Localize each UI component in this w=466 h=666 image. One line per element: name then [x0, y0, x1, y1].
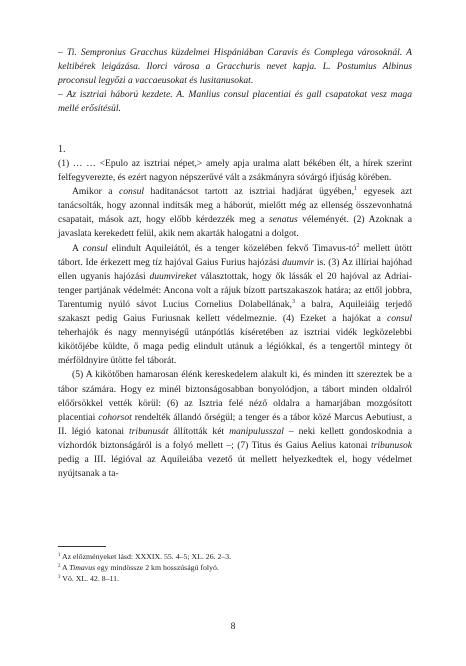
- summary-line-2: – Az isztriai háború kezdete. A. Manlius consul placentiai és gall csapatokat vesz maga mellé erősítésül.: [58, 89, 412, 115]
- paragraph-3: A consul elindult Aquileiától, és a tenger közelében fekvő Timavus-$tó^2$ mellett ütött tábort. Ide érkezett meg tíz hajóval Gaius Furius hajózási duumvir is. (3) Az illíriai hajóhad ellen ugyanis hajózási duumvireket választottak, hogy ők lássák el 20 hajóval az Adriai-tenger partjának védelmét: Ancona volt a rájuk bízott partszakaszok határa; az ettől jobbra, Tarentumig nyúló sávot Lucius Cornelius Dolabellának,$^3$ a balra, Aquileiáig terjedő szakaszt pedig Gaius Furiusnak kellett védelmeznie. (4) Ezeket a hajókat a consul teherhajók és nagy mennyiségű utánpótlás kíséretében az isztriai vidék legközelebbi kikötőjébe küldte, ő maga pedig elindult utánuk a légiókkal, és a tengertől mintegy öt mérföldnyire ütötte fel táborát.: [58, 242, 412, 367]
- paragraph-4: (5) A kikötőben hamarosan élénk kereskedelem alakult ki, és minden itt szereztek be a tábor számára. Hogy ez minél biztonságosabban bonyolódjon, a tábort minden oldalról előőrsökkel vették körül: (6) az Isztria felé néző oldalra a hamarjában mozgósított placentiai cohorsot rendelték állandó őrségül; a tenger és a tábor közé Marcus Aebutiust, a II. légió katonai tribunusát állították két manipulusszal – neki kellett gondoskodnia a vízhordók biztonságáról is a folyó mellett –; (7) Titus és Gaius Aelius katonai tribunusok pedig a III. légióval az Aquileiába vezető út mellett helyezkedtek el, hogy védelmet nyújtsanak a ta-: [58, 369, 413, 480]
- paragraph-2: Amikor a consul haditanácsot tartott az isztriai hadjárat ügyében,$^1$ egyesek azt tanácsolták, hogy azonnal indítsák meg a háborút, mielőtt még az ellenség összevonhatná csapatait, mások azt, hogy előbb kérdezzék meg a senatus véleményét. (2) Azoknak a javaslata kerekedett felül, akik nem akarták halogatni a dolgot.: [58, 186, 412, 240]
- body-text: [58, 157, 412, 481]
- footnote-divider: [58, 546, 106, 547]
- footnote-3: $^3$ Vö. XL. 42. 8–11.: [58, 574, 119, 583]
- footnote-2: $^2$ A Timavus egy mindössze 2 km hosszúságú folyó.: [58, 563, 219, 572]
- summary-line-1: – Ti. Sempronius Gracchus küzdelmei Hispániában Caravis és Complega városoknál. A keltibérek leigázása. Ilorci városa a Gracchuris nevet kapja. L. Postumius Albinus proconsul legyőzi a vaccaeusokat és lusitanusokat.: [58, 47, 412, 87]
- footnote-1: $^1$ Az előzményeket lásd: XXXIX. 55. 4–5; XL. 26. 2–3.: [58, 552, 232, 561]
- chapter-summary: [58, 46, 412, 116]
- footnotes: [58, 551, 412, 584]
- paragraph-1: (1) … … <Epulo az isztriai népet,> amely apja uralma alatt békében élt, a hírek szerint felfegyverezte, és ezért nagyon népszerűvé vált a zsákmányra sóvárgó ifjúság körében.: [58, 158, 412, 184]
- page-number: 8: [230, 621, 236, 632]
- chapter-number: 1.: [58, 144, 66, 155]
